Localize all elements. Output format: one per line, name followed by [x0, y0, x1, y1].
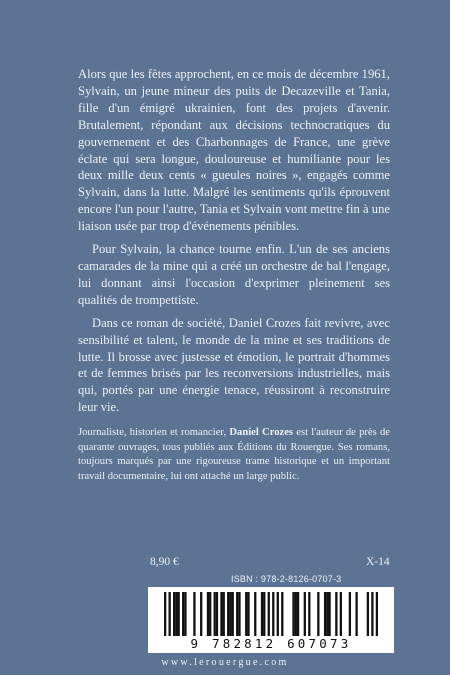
- barcode-bar: [308, 592, 310, 636]
- bio-text-after: est l'auteur de près de quarante ouvrages, tous publiés aux Éditions du Rouergue. Ses romans, toujours marqués par une rigoureuse trame historique et un important travail documentaire, lui ont attaché un large public.: [78, 427, 390, 482]
- barcode-bar: [175, 592, 177, 636]
- barcode-bar: [335, 592, 337, 636]
- barcode-bar: [317, 592, 319, 636]
- barcode-bar: [220, 592, 222, 636]
- barcode-bar: [229, 592, 231, 636]
- barcode-bar: [238, 592, 240, 636]
- barcode-bar: [371, 592, 373, 636]
- back-cover-blurb: [78, 66, 390, 422]
- barcode-bar: [193, 592, 195, 636]
- barcode-bar: [272, 592, 274, 636]
- barcode-bar: [349, 592, 351, 636]
- barcode-bar: [254, 592, 256, 636]
- publisher-website: www.lerouergue.com: [161, 657, 289, 668]
- barcode-bar: [232, 592, 234, 636]
- barcode-bar: [209, 592, 211, 636]
- barcode-bar: [268, 592, 270, 636]
- barcode-bar: [164, 592, 166, 636]
- barcode-bar: [326, 592, 328, 636]
- author-name: Daniel Crozes: [229, 427, 294, 438]
- blurb-paragraph: Dans ce roman de société, Daniel Crozes fait revivre, avec sensibilité et talent, le monde de la mine et ses traditions de lutte. Il brosse avec justesse et émotion, le portrait d'hommes et de femmes brisés par les reconversions industrielles, mais qui, portés par une énergie tenace, réussiront à reconstruire leur vie.: [78, 315, 390, 415]
- barcode-bar: [324, 592, 326, 636]
- barcode-bar: [376, 592, 378, 636]
- barcode-bar: [182, 592, 184, 636]
- barcode-bar: [355, 592, 357, 636]
- barcode-bar: [169, 592, 171, 636]
- barcode-bar: [367, 592, 369, 636]
- barcode-bar: [295, 592, 297, 636]
- barcode-bar: [263, 592, 265, 636]
- blurb-paragraph: Alors que les fêtes approchent, en ce mois de décembre 1961, Sylvain, un jeune mineur des puits de Decazeville et Tania, fille d'un émigré ukrainien, font des projets d'avenir. Brutalement, répondant aux décisions technocratiques du gouvernement et des Charbonnages de France, une grève éclate qui sera longue, douloureuse et humiliante pour les deux mille deux cents « gueules noires », engagés comme Sylvain, dans la lutte. Malgré les sentiments qu'ils éprouvent encore l'un pour l'autre, Tania et Sylvain vont mettre fin à une liaison usée par trop d'événements pénibles.: [78, 67, 390, 234]
- barcode: [148, 587, 394, 653]
- barcode-bar: [340, 592, 342, 636]
- barcode-bar: [173, 592, 175, 636]
- barcode-bar: [261, 592, 263, 636]
- barcode-bar: [245, 592, 247, 636]
- barcode-digits: 9 782812 607073: [190, 636, 352, 651]
- barcode-bar: [292, 592, 294, 636]
- catalog-code: X-14: [366, 556, 390, 568]
- barcode-bars: [164, 592, 378, 636]
- barcode-bar: [227, 592, 229, 636]
- barcode-bar: [297, 592, 299, 636]
- barcode-bar: [200, 592, 202, 636]
- barcode-bar: [216, 592, 218, 636]
- price: 8,90 €: [150, 556, 179, 568]
- barcode-bar: [328, 592, 330, 636]
- barcode-bar: [277, 592, 279, 636]
- barcode-bar: [223, 592, 225, 636]
- barcode-bar: [207, 592, 209, 636]
- author-bio: [78, 426, 390, 484]
- barcode-bar: [178, 592, 180, 636]
- blurb-paragraph: Pour Sylvain, la chance tourne enfin. L'un de ses anciens camarades de la mine qui a créé un orchestre de bal l'engage, lui donnant ainsi l'occasion d'exprimer pleinement ses qualités de trompettiste.: [78, 242, 390, 307]
- isbn: ISBN : 978-2-8126-0707-3: [231, 574, 342, 584]
- barcode-bar: [236, 592, 238, 636]
- barcode-bar: [281, 592, 283, 636]
- barcode-bar: [247, 592, 249, 636]
- bio-text-before: Journaliste, historien et romancier,: [78, 427, 230, 438]
- barcode-bar: [304, 592, 306, 636]
- barcode-bar: [184, 592, 186, 636]
- barcode-bar: [214, 592, 216, 636]
